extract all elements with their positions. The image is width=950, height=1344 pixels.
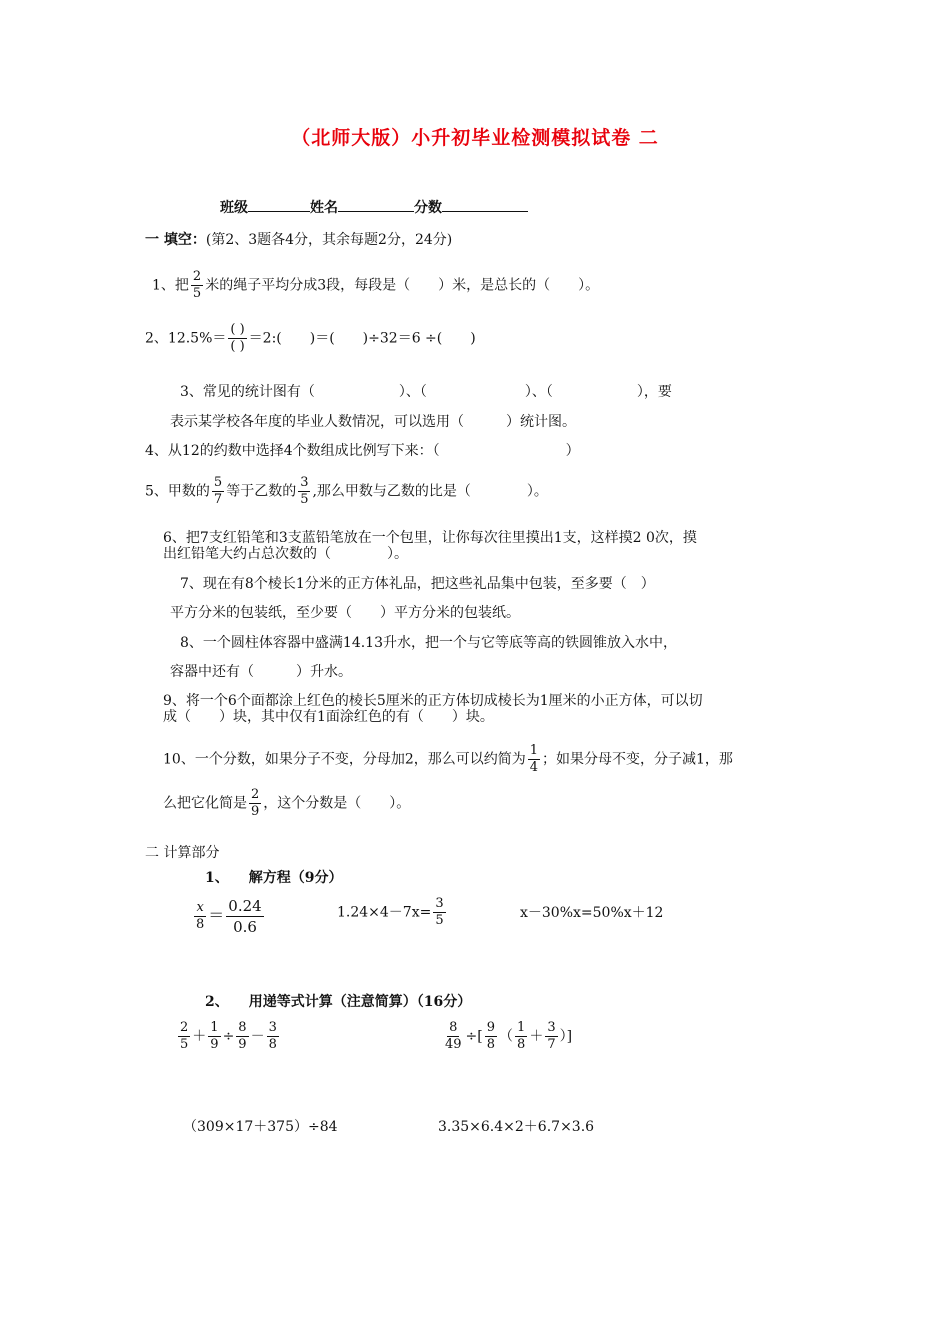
e1-num-1: 2 xyxy=(180,1020,189,1035)
q5-text-c: ,那么甲数与乙数的比是（ ）。 xyxy=(312,483,548,500)
q5-text-a: 5、甲数的 xyxy=(145,483,210,500)
q5-text-b: 等于乙数的 xyxy=(226,483,297,500)
eq1-right-num: 0.24 xyxy=(228,897,262,915)
e2-op-1: ÷[ xyxy=(465,1028,483,1045)
q10-text-d: ，这个分数是（ ）。 xyxy=(263,795,411,812)
q5-den-2: 5 xyxy=(300,492,309,507)
q1-den: 5 xyxy=(192,286,202,301)
q5-fraction-1 xyxy=(212,475,224,508)
section-1-heading xyxy=(145,230,452,250)
e1-den-2: 9 xyxy=(210,1037,219,1052)
e2-den-3: 8 xyxy=(517,1037,526,1052)
e2-fraction-2 xyxy=(485,1020,497,1053)
e1-den-3: 9 xyxy=(238,1037,247,1052)
question-10-line-2 xyxy=(163,787,410,820)
question-7-line-2: 平方分米的包装纸，至少要（ ）平方分米的包装纸。 xyxy=(170,605,520,621)
e2-fraction-1 xyxy=(443,1020,464,1053)
name-blank[interactable] xyxy=(338,197,414,212)
e1-num-4: 3 xyxy=(268,1020,277,1035)
eq1-equals: ＝ xyxy=(208,905,225,925)
expression-1 xyxy=(176,1020,281,1053)
e2-den-1: 49 xyxy=(445,1037,462,1052)
page-title: （北师大版）小升初毕业检测模拟试卷 二 xyxy=(291,127,659,149)
question-9-line-2: 成（ ）块，其中仅有1面涂红色的有（ ）块。 xyxy=(163,709,494,725)
equation-1 xyxy=(192,896,266,937)
class-blank[interactable] xyxy=(248,197,310,212)
e1-op-3: － xyxy=(250,1028,265,1045)
student-info-line xyxy=(220,197,528,218)
e1-fraction-2 xyxy=(208,1020,220,1053)
score-label: 分数 xyxy=(414,200,442,216)
score-blank[interactable] xyxy=(442,197,528,212)
section-2-heading: 二 计算部分 xyxy=(145,845,220,861)
question-4: 4、从12的约数中选择4个数组成比例写下来：（ ） xyxy=(145,443,580,459)
question-6-line-1: 6、把7支红铅笔和3支蓝铅笔放在一个包里，让你每次往里摸出1支，这样摸2 0次，摸 xyxy=(163,530,697,546)
name-label: 姓名 xyxy=(310,200,338,216)
q1-text-a: 1、把 xyxy=(152,277,189,294)
eq1-left-fraction xyxy=(194,900,206,933)
question-3-line-1: 3、常见的统计图有（ ）、（ ）、（ ），要 xyxy=(180,384,672,400)
eq1-left-num: x xyxy=(196,900,204,915)
question-1 xyxy=(152,269,599,302)
e2-num-1: 8 xyxy=(449,1020,458,1035)
e1-op-1: ＋ xyxy=(192,1028,207,1045)
q10-den-2: 9 xyxy=(251,804,260,819)
eq2-den: 5 xyxy=(435,913,444,928)
e1-num-2: 1 xyxy=(210,1020,219,1035)
eq1-right-fraction xyxy=(226,896,263,937)
q10-fraction-2 xyxy=(249,787,261,820)
e2-num-2: 9 xyxy=(486,1020,496,1035)
question-3-line-2: 表示某学校各年度的毕业人数情况，可以选用（ ）统计图。 xyxy=(170,414,576,430)
eq2-num: 3 xyxy=(435,896,444,911)
q5-fraction-2 xyxy=(298,475,310,508)
e1-num-3: 8 xyxy=(238,1020,247,1035)
q2-fraction xyxy=(228,322,246,355)
equation-3: x－30%x=50%x＋12 xyxy=(520,905,664,921)
subsection-2-heading xyxy=(205,992,471,1012)
question-8-line-1: 8、一个圆柱体容器中盛满14.13升水，把一个与它等底等高的铁圆锥放入水中， xyxy=(180,635,677,651)
e1-fraction-1 xyxy=(178,1020,190,1053)
class-label: 班级 xyxy=(220,200,248,216)
q5-num-2: 3 xyxy=(300,475,309,490)
q5-den-1: 7 xyxy=(213,492,223,507)
e1-den-1: 5 xyxy=(180,1037,189,1052)
eq1-left-den: 8 xyxy=(196,917,205,932)
subsection-2-label: 2、 xyxy=(205,994,229,1010)
q10-num-1: 1 xyxy=(529,743,539,758)
e1-den-4: 8 xyxy=(268,1037,277,1052)
q2-text-a: 2、12.5%＝ xyxy=(145,330,227,347)
question-7-line-1: 7、现在有8个棱长1分米的正方体礼品，把这些礼品集中包装，至多要（ ） xyxy=(180,576,655,592)
subsection-1-label: 1、 xyxy=(205,870,229,886)
q1-text-b: 米的绳子平均分成3段，每段是（ ）米，是总长的（ ）。 xyxy=(205,277,600,294)
expression-2 xyxy=(441,1020,572,1053)
e1-fraction-4 xyxy=(267,1020,279,1053)
e2-num-3: 1 xyxy=(517,1020,526,1035)
e2-num-4: 3 xyxy=(547,1020,556,1035)
eq1-right-den: 0.6 xyxy=(233,918,257,936)
q2-text-b: ＝2:( )＝( )÷32＝6 ÷( ) xyxy=(248,330,476,347)
e2-fraction-3 xyxy=(515,1020,527,1053)
q2-num: ( ) xyxy=(230,322,245,337)
e2-den-2: 8 xyxy=(486,1037,496,1052)
eq2-fraction xyxy=(433,896,445,929)
question-8-line-2: 容器中还有（ ）升水。 xyxy=(170,664,352,680)
question-10-line-1 xyxy=(163,743,733,776)
question-9-line-1: 9、将一个6个面都涂上红色的棱长5厘米的正方体切成棱长为1厘米的小正方体，可以切 xyxy=(163,693,703,709)
e1-fraction-3 xyxy=(236,1020,248,1053)
e2-fraction-4 xyxy=(545,1020,557,1053)
expression-3: （309×17＋375）÷84 xyxy=(183,1119,338,1135)
e2-op-3: ＋ xyxy=(529,1028,544,1045)
q2-den: ( ) xyxy=(230,339,245,354)
section-1-title: 一 填空： xyxy=(145,232,206,248)
q10-text-c: 么把它化简是 xyxy=(163,795,247,812)
q1-num: 2 xyxy=(192,269,202,284)
section-1-note: (第2、3题各4分，其余每题2分，24分) xyxy=(205,232,453,248)
eq2-text: 1.24×4－7x= xyxy=(337,904,432,921)
e2-op-2: （ xyxy=(499,1028,514,1045)
e1-op-2: ÷ xyxy=(222,1028,235,1045)
subsection-2-title: 用递等式计算（注意简算）（16分） xyxy=(248,994,472,1010)
question-5 xyxy=(145,475,548,508)
q10-den-1: 4 xyxy=(529,760,539,775)
question-2 xyxy=(145,322,476,355)
q10-text-b: ；如果分母不变，分子减1，那 xyxy=(542,751,733,768)
q10-text-a: 10、一个分数，如果分子不变，分母加2，那么可以约简为 xyxy=(163,751,526,768)
q1-fraction xyxy=(191,269,203,302)
e2-den-4: 7 xyxy=(547,1037,556,1052)
expression-4: 3.35×6.4×2＋6.7×3.6 xyxy=(438,1119,595,1135)
q10-num-2: 2 xyxy=(251,787,260,802)
question-6-line-2: 出红铅笔大约占总次数的（ ）。 xyxy=(163,546,408,562)
subsection-1-heading xyxy=(205,868,343,888)
subsection-1-title: 解方程（9分） xyxy=(248,870,343,886)
q10-fraction-1 xyxy=(528,743,540,776)
e2-op-4: ）] xyxy=(559,1028,573,1045)
q5-num-1: 5 xyxy=(213,475,223,490)
equation-2 xyxy=(337,896,448,929)
